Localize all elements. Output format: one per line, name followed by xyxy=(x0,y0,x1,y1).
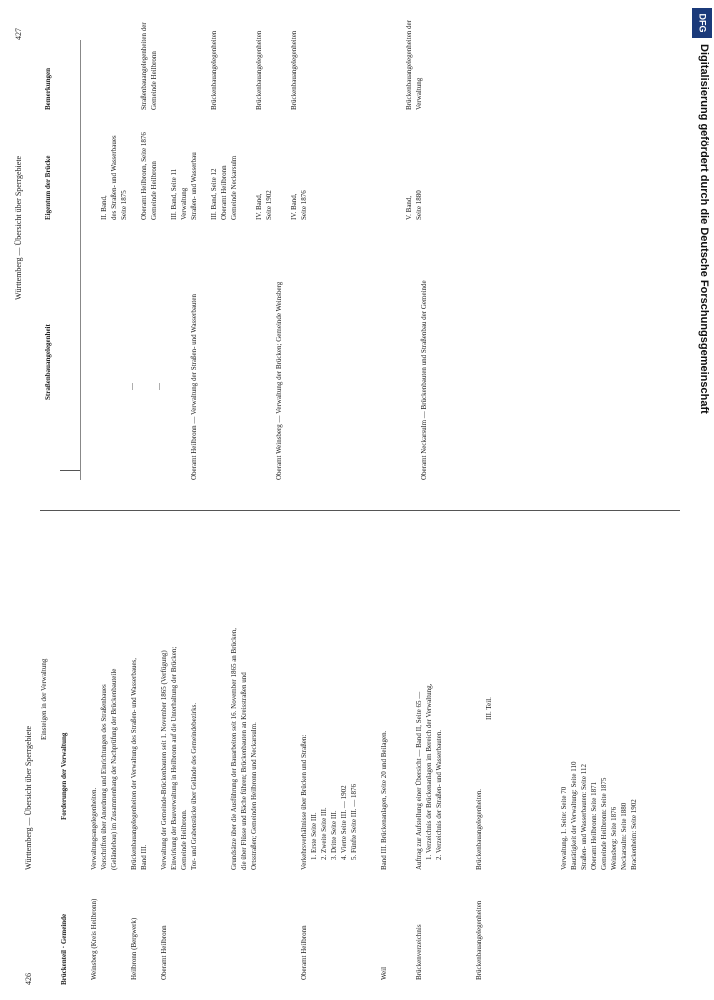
left-row-place: Brückenbauangelegenheiten xyxy=(475,900,483,980)
left-page-number: 426 xyxy=(24,973,33,985)
right-row-col2: Oberamt Heilbronn, Seite 1876 xyxy=(140,132,148,220)
left-row-text: Auftrag zur Aufstellung einer Übersicht — Band II, Seite 65 — xyxy=(415,691,423,870)
left-row-text: 2. Verzeichnis der Straßen- und Wasserbauten. xyxy=(435,730,443,860)
right-row-col2: Seite 1875 xyxy=(120,190,128,220)
right-row-col2: II. Band, xyxy=(100,195,108,220)
left-row-place: Brückenverzeichnis xyxy=(415,924,423,980)
right-row-col1: — xyxy=(155,383,163,390)
left-row-text: Vorschriften über Anordnung und Einrichtungen des Straßenbaues xyxy=(100,684,108,870)
right-row-col3: Brückenbauangelegenheiten xyxy=(210,30,218,110)
left-row-text: die über Flüsse und Bäche führen; Brückenbauten an Kreisstraßen und xyxy=(240,672,248,870)
left-row-text: Oberamt Heilbronn: Seite 1871 xyxy=(590,781,598,870)
dfg-banner xyxy=(690,0,714,1000)
dfg-logo: DFG xyxy=(692,8,712,38)
left-row-text: Gemeinde Heilbronn. xyxy=(180,809,188,870)
right-row-col1: Oberamt Weinsberg — Verwaltung der Brücken; Gemeinde Weinsberg xyxy=(275,281,283,480)
left-row-text: Brückenbauangelegenheiten der Verwaltung des Straßen- und Wasserbaues, xyxy=(130,657,138,870)
left-row-place: Oberamt Heilbronn xyxy=(160,925,168,980)
right-row-col2: V. Band, xyxy=(405,195,413,220)
left-row-text: 5. Fünfte Seite III. — 1876 xyxy=(350,783,358,860)
left-row-text: Weinsberg: Seite 1876 xyxy=(610,806,618,870)
left-row-text: Gemeinde Heilbronn: Seite 1875 xyxy=(600,777,608,870)
left-row-text: Verkehrsverhältnisse über Brücken und Straßen: xyxy=(300,734,308,870)
right-table-rule xyxy=(60,470,80,471)
right-col-header-3: Bemerkungen xyxy=(44,68,52,110)
right-col-header-2: Eigentum der Brücke xyxy=(44,155,52,220)
left-page-header: Württemberg — Übersicht über Sperrgebiete xyxy=(24,725,33,870)
left-col-header-text: Forderungen der Verwaltung xyxy=(60,732,68,820)
right-row-col2: IV. Band, xyxy=(290,193,298,220)
right-row-col2: Seite 1902 xyxy=(265,190,273,220)
right-row-col2: Seite 1876 xyxy=(300,190,308,220)
left-row-text: Ortsstraßen; Gemeinden Heilbronn und Neckarsulm. xyxy=(250,722,258,870)
left-row-text: Einwirkung der Bauverwaltung in Heilbronn auf die Unterhaltung der Brücken; xyxy=(170,646,178,870)
left-row-place: Oberamt Heilbronn xyxy=(300,925,308,980)
left-col-header-place: Brückenteil · Gemeinde xyxy=(60,913,68,985)
left-row-place: Weinsberg (Kreis Heilbronn) xyxy=(90,898,98,980)
right-row-col2: III. Band, Seite 11 xyxy=(170,168,178,220)
right-row-col3: Verwaltung xyxy=(415,77,423,110)
right-row-col3: Brückenbauangelegenheiten xyxy=(290,30,298,110)
right-row-col2: Seite 1880 xyxy=(415,190,423,220)
left-page-subheader: Einsteigen in der Verwaltung xyxy=(40,658,48,740)
right-row-col3: Brückenbauangelegenheiten der xyxy=(405,20,413,110)
left-row-text: Bautätigkeit der Verwaltung: Seite 110 xyxy=(570,761,578,870)
right-row-col2: Oberamt Heilbronn xyxy=(220,165,228,220)
page-divider xyxy=(40,510,680,511)
left-row-text: Verwaltungsangelegenheiten. xyxy=(90,787,98,870)
left-row-text: Tor- und Grabenstücke über Gelände des Gemeindebezirks. xyxy=(190,702,198,870)
right-page-number: 427 xyxy=(14,28,23,40)
left-row-text: 1. Erste Seite III. xyxy=(310,812,318,860)
right-row-col2: IV. Band, xyxy=(255,193,263,220)
right-row-col2: Verwaltung xyxy=(180,187,188,220)
left-row-place: Heilbronn (Bergwerk) xyxy=(130,917,138,980)
left-row-text: 4. Vierte Seite III. — 1902 xyxy=(340,785,348,860)
right-row-col3: Gemeinde Heilbronn xyxy=(150,51,158,110)
left-row-text: Band III. Brückenanlagen, Seite 20 und Beilagen. xyxy=(380,730,388,870)
right-row-col3: Brückenbauangelegenheiten xyxy=(255,30,263,110)
right-row-col2: Gemeinde Neckarsulm xyxy=(230,155,238,220)
right-row-col2: Straßen- und Wasserbau xyxy=(190,152,198,220)
left-row-text: Grundsätze über die Ausführung der Bauarbeiten seit 16. November 1865 an Brücken, xyxy=(230,627,238,870)
left-row-text: Neckarsulm: Seite 1880 xyxy=(620,802,628,870)
left-row-text: 1. Verzeichnis der Brückenanlagen im Bereich der Verwaltung, xyxy=(425,683,433,860)
right-table-header-rule xyxy=(80,40,81,480)
left-row-text: 2. Zweite Seite III. xyxy=(320,807,328,860)
right-row-col2: Gemeinde Heilbronn xyxy=(150,161,158,220)
right-row-col2: des Straßen- und Wasserbaues xyxy=(110,135,118,220)
left-row-text: Brackenheim: Seite 1902 xyxy=(630,799,638,870)
right-col-header-1: Straßenbauangelegenheit xyxy=(44,324,52,400)
right-row-col1: Oberamt Heilbronn — Verwaltung der Straßen- und Wasserbauten xyxy=(190,294,198,480)
dfg-funding-note: Digitalisierung gefördert durch die Deutsche Forschungsgemeinschaft xyxy=(698,44,710,414)
right-row-col1: Oberamt Neckarsulm — Brückenbauten und Straßenbau der Gemeinde xyxy=(420,280,428,480)
left-row-place: Weil xyxy=(380,966,388,980)
left-row-text: Verwaltung, 1. Seite: Seite 70 xyxy=(560,786,568,870)
left-row-text: 3. Dritte Seite III. xyxy=(330,810,338,860)
right-row-col2: III. Band, Seite 12 xyxy=(210,168,218,220)
left-row-text: III. Teil. xyxy=(485,697,493,720)
left-row-text: Verwaltung der Gemeinde-Brückenbauten seit 1. November 1865 (Verfügung) xyxy=(160,650,168,870)
left-row-text: (Geländebau) im Zusammenhang der Nachprüfung der Brückenbauteile xyxy=(110,668,118,870)
right-page-header: Württemberg — Übersicht über Sperrgebiete xyxy=(14,155,23,300)
left-row-text: Straßen- und Wasserbauten: Seite 112 xyxy=(580,764,588,870)
right-row-col1: — xyxy=(128,383,136,390)
right-row-col3: Straßenbauangelegenheiten der xyxy=(140,22,148,110)
left-row-text: Brückenbauangelegenheiten. xyxy=(475,788,483,870)
left-row-text: Band III. xyxy=(140,844,148,870)
